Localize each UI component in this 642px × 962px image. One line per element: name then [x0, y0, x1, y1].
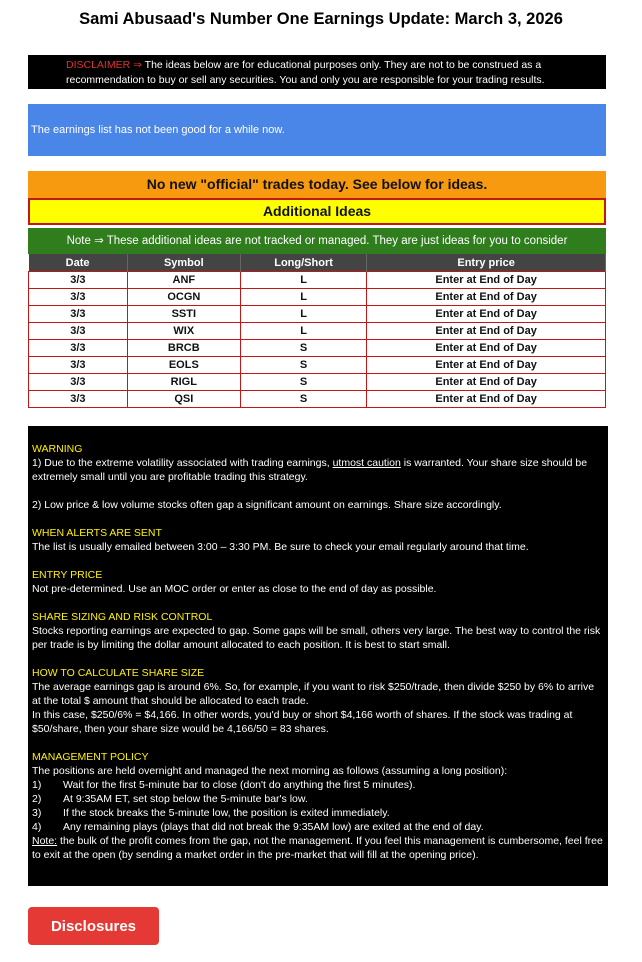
step-number: 1): [32, 779, 42, 791]
step-text: Wait for the first 5-minute bar to close (don't do anything the first 5 minutes).: [63, 779, 416, 791]
table-row: [29, 289, 606, 306]
calc-text-2: In this case, $250/6% = $4,166. In other words, you'd buy or short $4,166 worth of shares. If the stock was trading at $50/share, then your share size would be 4,166/50 = 83 shares.: [32, 709, 573, 735]
cell-long-short: L: [240, 306, 366, 323]
column-header-date: Date: [29, 254, 128, 272]
step-number: 3): [32, 807, 42, 819]
table-row: [29, 340, 606, 357]
warning-heading: WARNING: [32, 443, 83, 455]
step-text: If the stock breaks the 5-minute low, the position is exited immediately.: [63, 807, 390, 819]
warning-point-1: [32, 456, 604, 484]
cell-date: 3/3: [29, 357, 128, 374]
column-header-entry-price: Entry price: [367, 254, 606, 272]
cell-symbol: QSI: [127, 391, 240, 408]
cell-symbol: SSTI: [127, 306, 240, 323]
policy-heading: MANAGEMENT POLICY: [32, 751, 149, 763]
policy-step: [32, 792, 604, 806]
cell-entry-price: Enter at End of Day: [367, 306, 606, 323]
cell-symbol: EOLS: [127, 357, 240, 374]
policy-step: [32, 806, 604, 820]
cell-symbol: WIX: [127, 323, 240, 340]
disclaimer-banner: [28, 55, 606, 89]
page-title: Sami Abusaad's Number One Earnings Update: March 3, 2026: [79, 10, 563, 28]
right-arrow-icon: ⇒: [133, 59, 142, 71]
cell-symbol: RIGL: [127, 374, 240, 391]
policy-intro: The positions are held overnight and managed the next morning as follows (assuming a long position):: [32, 765, 508, 777]
table-row: [29, 323, 606, 340]
disclaimer-label: DISCLAIMER: [66, 59, 131, 71]
note-text: the bulk of the profit comes from the gap, not the management. If you feel this management is cumbersome, feel free to exit at the open (by sending a market order in the pre-market that will fill at the opening price).: [32, 835, 603, 861]
cell-long-short: S: [240, 391, 366, 408]
table-row: [29, 391, 606, 408]
column-header-long-short: Long/Short: [240, 254, 366, 272]
note-label: Note:: [32, 835, 58, 847]
cell-entry-price: Enter at End of Day: [367, 391, 606, 408]
table-row: [29, 272, 606, 289]
no-trades-banner: No new "official" trades today. See below for ideas.: [28, 171, 606, 198]
table-row: [29, 357, 606, 374]
cell-long-short: S: [240, 374, 366, 391]
cell-date: 3/3: [29, 340, 128, 357]
cell-entry-price: Enter at End of Day: [367, 289, 606, 306]
cell-date: 3/3: [29, 306, 128, 323]
warning-box: [28, 426, 608, 886]
table-header-row: [29, 254, 606, 272]
cell-entry-price: Enter at End of Day: [367, 374, 606, 391]
entry-price-text: Not pre-determined. Use an MOC order or enter as close to the end of day as possible.: [32, 583, 437, 595]
policy-note: [32, 834, 604, 862]
warning-point-1-text-end: is warranted. Your share size should be extremely small until you are profitable trading this strategy.: [32, 457, 588, 483]
cell-long-short: L: [240, 323, 366, 340]
alerts-text: The list is usually emailed between 3:00 – 3:30 PM. Be sure to check your email regularly around that time.: [32, 541, 529, 553]
cell-long-short: L: [240, 289, 366, 306]
cell-long-short: S: [240, 357, 366, 374]
disclaimer-text: The ideas below are for educational purposes only. They are not to be construed as a recommendation to buy or sell any securities. You and only you are responsible for your trading results.: [66, 59, 545, 86]
alerts-heading: WHEN ALERTS ARE SENT: [32, 527, 162, 539]
table-row: [29, 306, 606, 323]
cell-date: 3/3: [29, 289, 128, 306]
cell-long-short: L: [240, 272, 366, 289]
cell-entry-price: Enter at End of Day: [367, 272, 606, 289]
policy-step: [32, 778, 604, 792]
column-header-symbol: Symbol: [127, 254, 240, 272]
calc-text-1: The average earnings gap is around 6%. So, for example, if you want to risk $250/trade, then divide $250 by 6% to arrive at the total $ amount that should be allocated to each trade.: [32, 681, 595, 707]
warning-point-1-text: 1) Due to the extreme volatility associated with trading earnings,: [32, 457, 333, 469]
notice-text: The earnings list has not been good for a while now.: [31, 124, 285, 136]
step-number: 2): [32, 793, 42, 805]
step-text: Any remaining plays (plays that did not break the 9:35AM low) are exited at the end of day.: [63, 821, 484, 833]
cell-symbol: OCGN: [127, 289, 240, 306]
ideas-note-banner: Note ⇒ These additional ideas are not tracked or managed. They are just ideas for you to consider: [28, 228, 606, 254]
policy-step: [32, 820, 604, 834]
ideas-table: [28, 254, 606, 408]
additional-ideas-heading: Additional Ideas: [28, 198, 606, 225]
cell-entry-price: Enter at End of Day: [367, 323, 606, 340]
cell-date: 3/3: [29, 323, 128, 340]
cell-symbol: BRCB: [127, 340, 240, 357]
step-number: 4): [32, 821, 42, 833]
step-text: At 9:35AM ET, set stop below the 5-minute bar's low.: [63, 793, 308, 805]
calc-heading: HOW TO CALCULATE SHARE SIZE: [32, 667, 205, 679]
cell-symbol: ANF: [127, 272, 240, 289]
sizing-heading: SHARE SIZING AND RISK CONTROL: [32, 611, 213, 623]
cell-date: 3/3: [29, 391, 128, 408]
cell-date: 3/3: [29, 272, 128, 289]
notice-box: [28, 104, 606, 156]
table-row: [29, 374, 606, 391]
entry-price-heading: ENTRY PRICE: [32, 569, 103, 581]
cell-entry-price: Enter at End of Day: [367, 340, 606, 357]
disclosures-button[interactable]: Disclosures: [28, 907, 159, 945]
sizing-text: Stocks reporting earnings are expected to gap. Some gaps will be small, others very large. The best way to control the risk per trade is by limiting the dollar amount allocated to each position. It is best to start small.: [32, 625, 601, 651]
cell-long-short: S: [240, 340, 366, 357]
utmost-caution-text: utmost caution: [332, 457, 401, 469]
cell-entry-price: Enter at End of Day: [367, 357, 606, 374]
warning-point-2: 2) Low price & low volume stocks often gap a significant amount on earnings. Share size accordingly.: [32, 499, 502, 511]
cell-date: 3/3: [29, 374, 128, 391]
